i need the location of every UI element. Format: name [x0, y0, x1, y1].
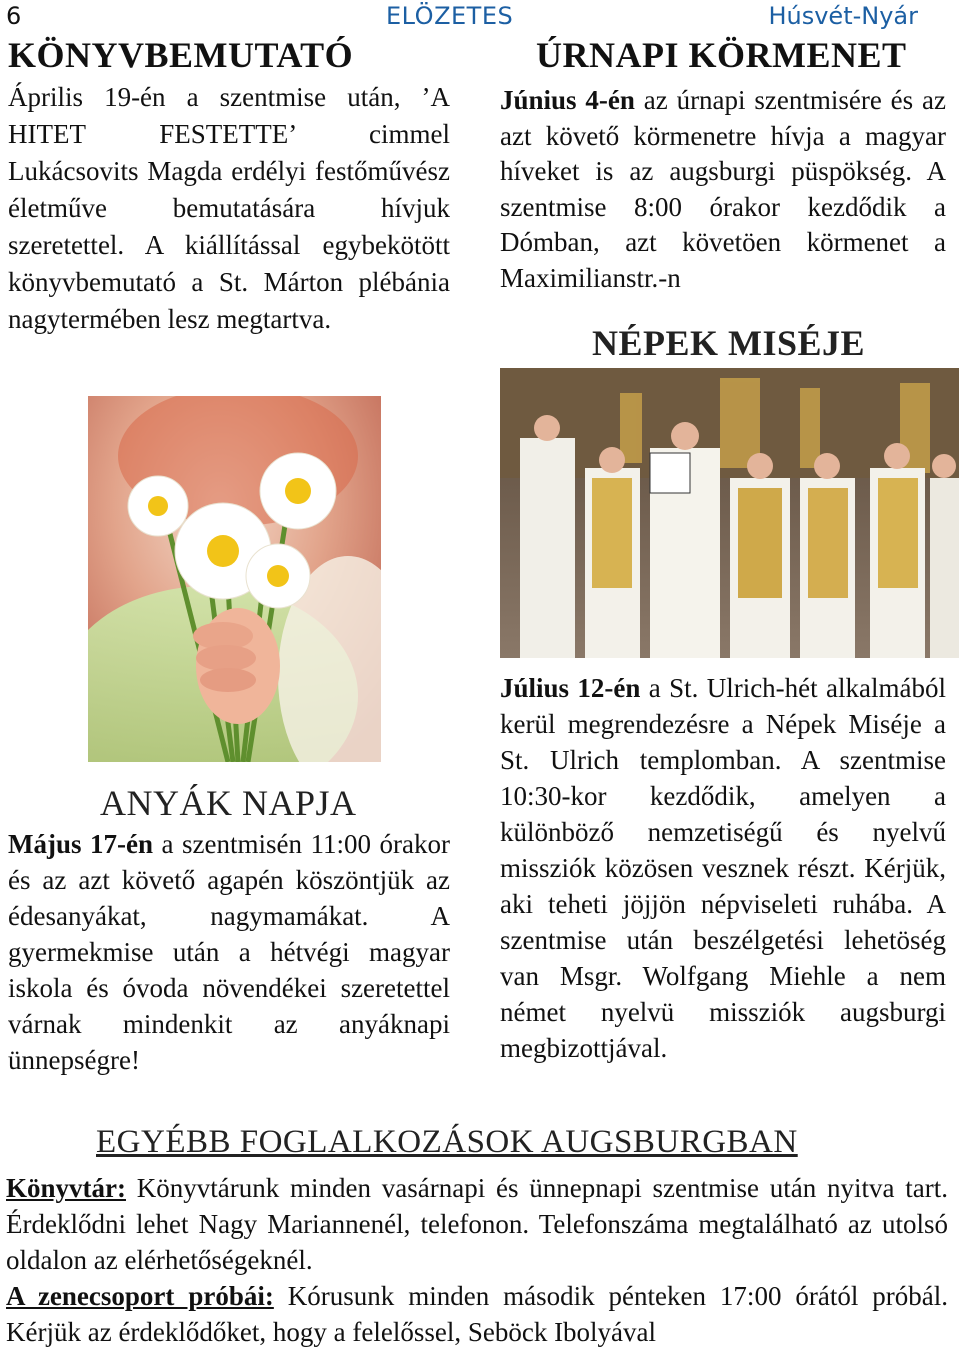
egyeb-heading: EGYÉBB FOGLALKOZÁSOK AUGSBURGBAN — [96, 1124, 798, 1160]
zenecsoport-label: A zenecsoport próbái: — [6, 1281, 274, 1311]
anyak-date: Május 17-én — [8, 829, 154, 859]
priests-procession-photo — [500, 368, 959, 658]
konyvbemutato-paragraph: Április 19-én a szentmise után, ’A HITET FESTETTE’ cimmel Lukácsovits Magda erdélyi festőművész életműve bemutatására hívjuk szeretettel. A kiállítással egybekötött könyvbemutató a St. Márton plébánia nagytermében lesz megtartva. — [8, 82, 450, 334]
urnapi-date: Június 4-én — [500, 85, 635, 115]
zenecsoport-text: Kórusunk minden második pénteken 17:00 órától próbál. Kérjük az érdeklődőket, hogy a felelőssel, Seböck Ibolyával — [6, 1281, 949, 1347]
daisy-bouquet-photo — [88, 396, 381, 762]
page-number: 6 — [6, 2, 22, 30]
egyeb-paragraph — [6, 1170, 948, 1350]
konyvbemutato-heading: KÖNYVBEMUTATÓ — [8, 35, 354, 75]
nepek-paragraph — [500, 670, 946, 1066]
urnapi-paragraph — [500, 83, 946, 296]
issue-name: Húsvét-Nyár — [768, 2, 918, 30]
section-name: ELÖZETES — [386, 2, 514, 30]
konyvtar-text: Könyvtárunk minden vasárnapi és ünnepnapi szentmise után nyitva tart. Érdeklődni lehet Nagy Mariannenél, telefonon. Telefonszáma megtalálható az utolsó oldalon az elérhetőségeknél. — [6, 1173, 948, 1275]
nepek-text: a St. Ulrich-hét alkalmából kerül megrendezésre a Népek Miséje a St. Ulrich templomban. A szentmise 10:30-kor kezdődik, amelyen a különböző nemzetiségű és nyelvű missziók közösen vesznek részt. Kérjük, aki teheti jöjjön népviseleti ruhába. A szentmise után beszélgetési lehetöség van Msgr. Wolfgang Miehle a nem német nyelvü missziók augsburgi megbizottjával. — [500, 673, 946, 1063]
anyak-paragraph — [8, 826, 450, 1078]
nepek-heading: NÉPEK MISÉJE — [592, 323, 866, 363]
urnapi-text: az úrnapi szentmisére és az azt követő körmenetre hívja a magyar híveket is az augsburgi püspökség. A szentmise 8:00 órakor kezdődik a Dómban, azt követöen körmenet a Maximilianstr.-n — [500, 85, 946, 293]
urnapi-heading: ÚRNAPI KÖRMENET — [536, 35, 907, 75]
anyak-heading: ANYÁK NAPJA — [100, 783, 357, 823]
page-header — [0, 0, 960, 34]
anyak-text: a szentmisén 11:00 órakor és az azt követő agapén köszöntjük az édesanyákat, nagymamákat. A gyermekmise után a hétvégi magyar iskola és óvoda növendékei szeretettel várnak mindenkit az anyáknapi ünnepségre! — [8, 829, 450, 1075]
konyvtar-label: Könyvtár: — [6, 1173, 126, 1203]
nepek-date: Július 12-én — [500, 673, 641, 703]
